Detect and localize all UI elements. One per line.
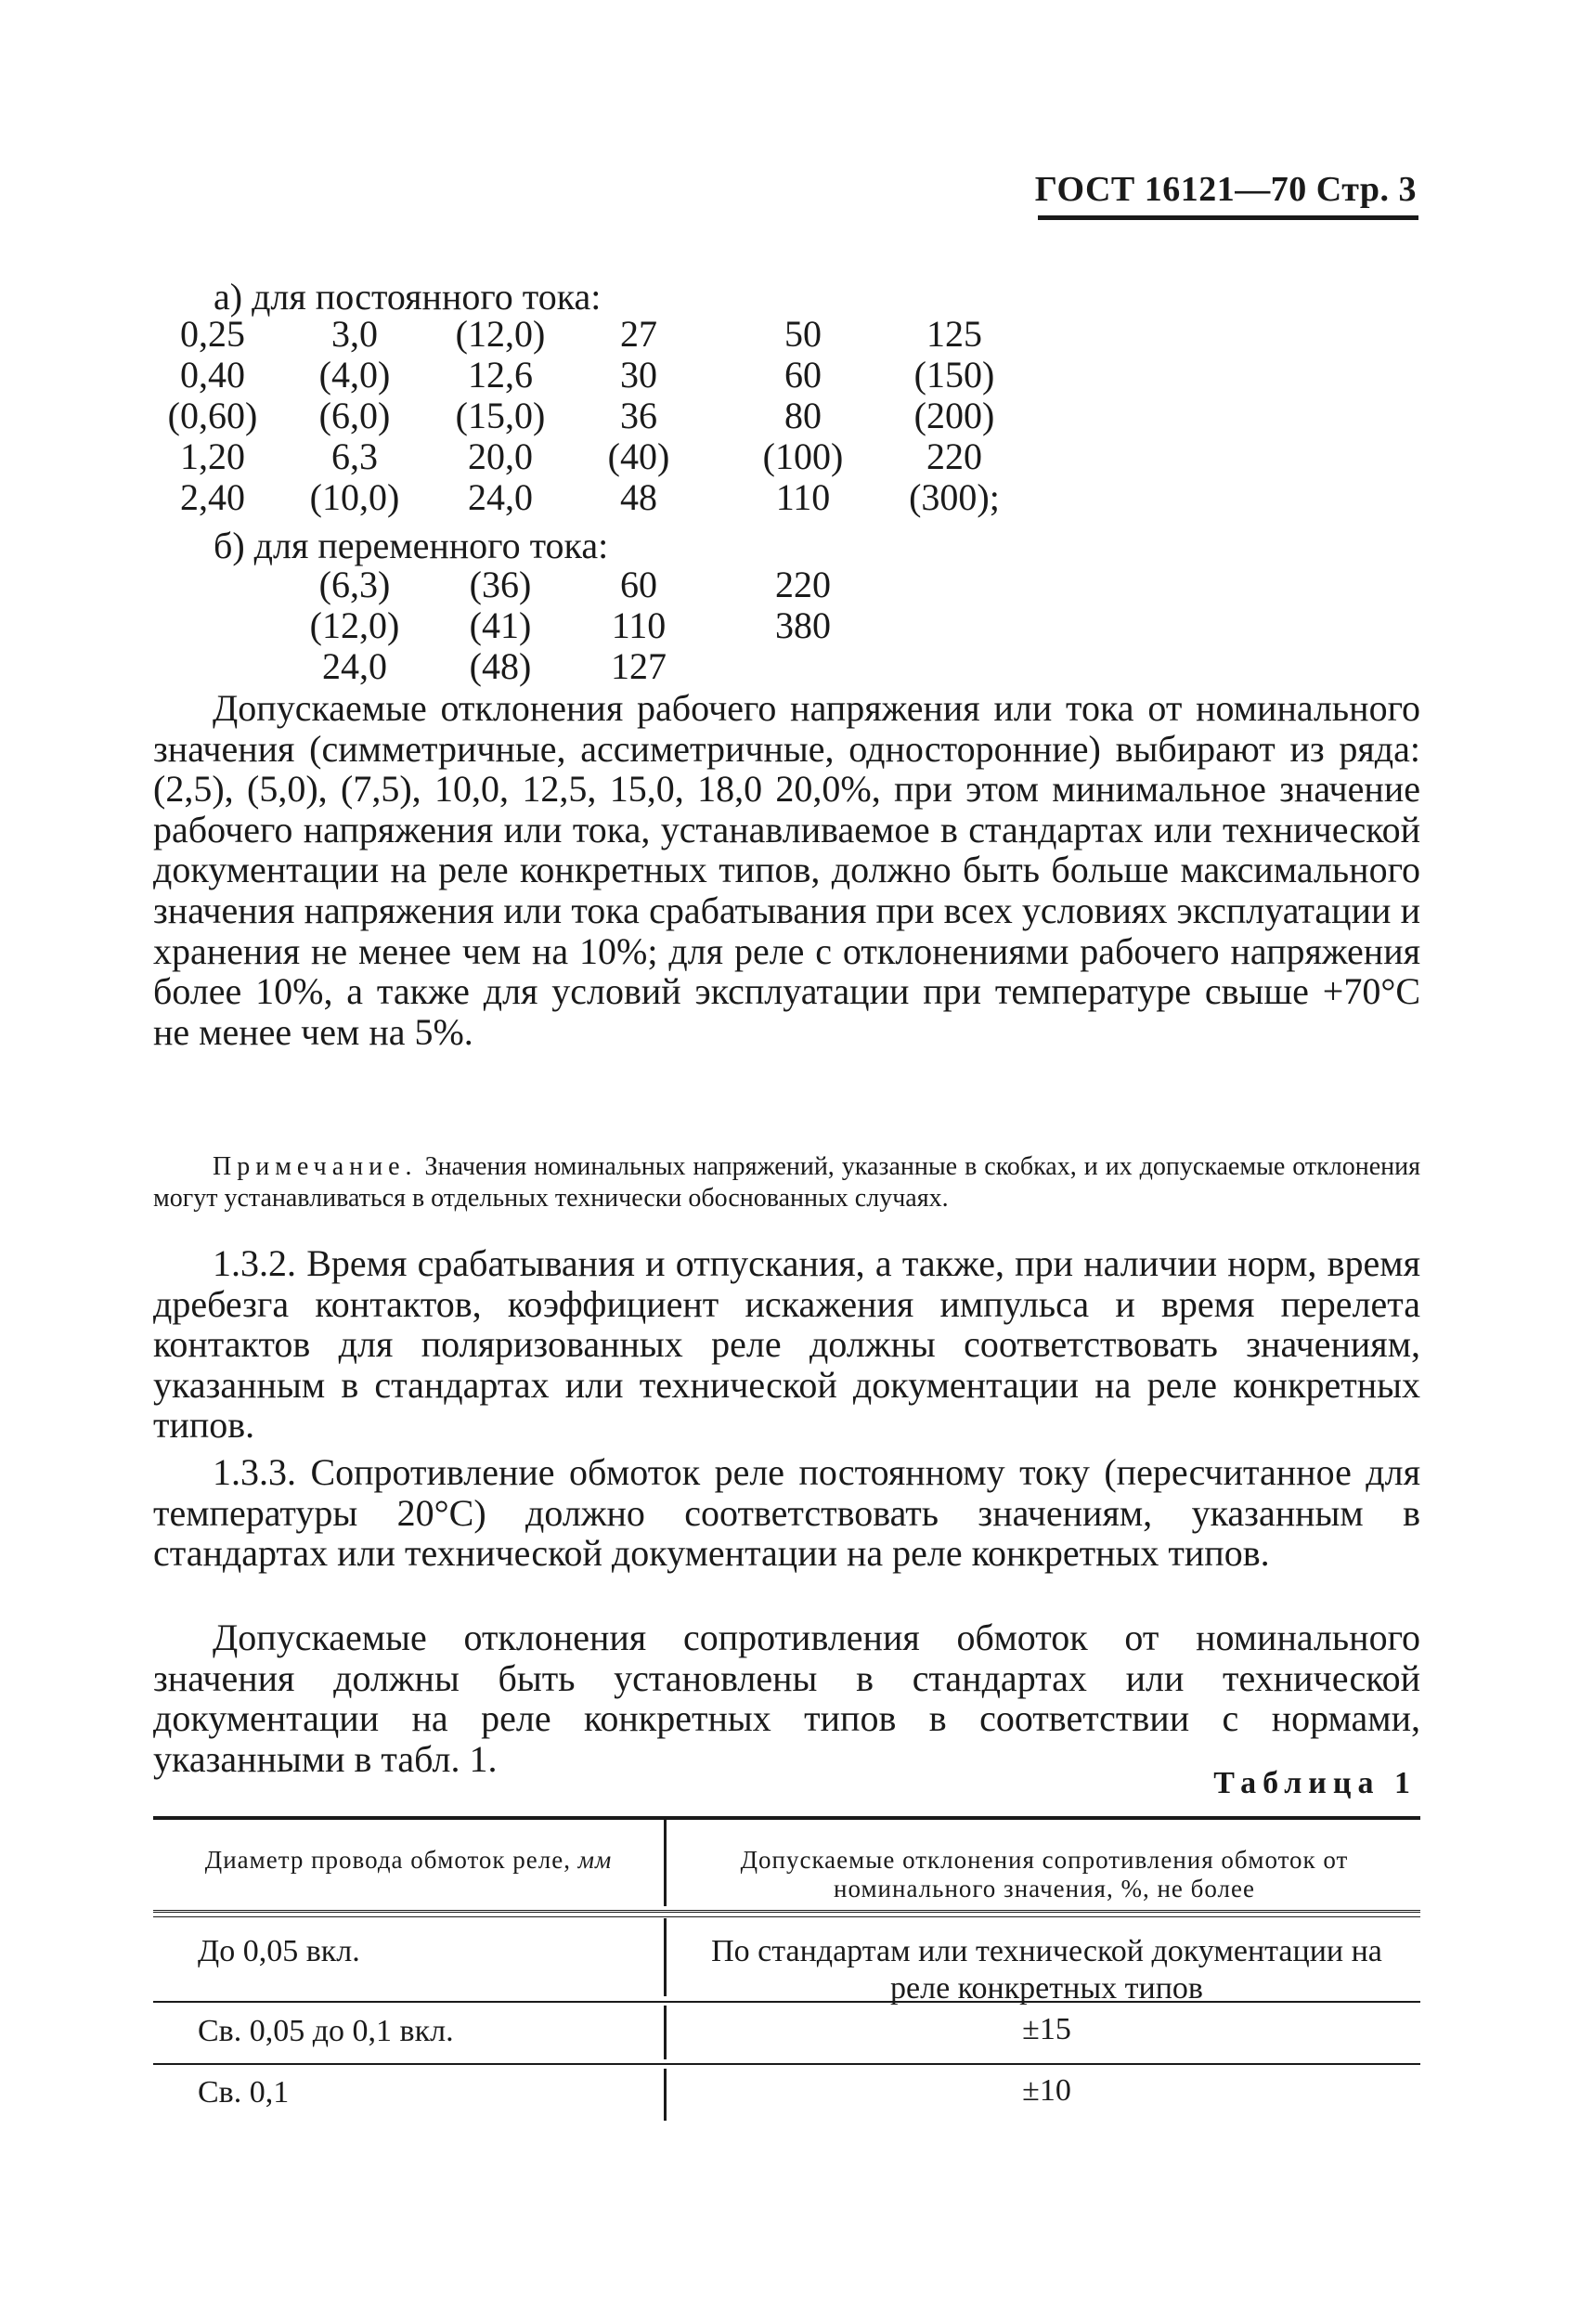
voltage-value: 24,0 [468,476,533,518]
clause-1-3-2: 1.3.2. Время срабатывания и отпускания, а также, при наличии норм, время дребезга контактов, коэффициент искажения импульса и время перелета контактов для поляризованных реле должны соответствовать значениям, указанным в стандартах или технической документации на реле конкретных типов. [153,1242,1420,1447]
voltage-value: 220 [775,564,831,605]
voltage-value: (4,0) [318,354,391,396]
voltage-value: 125 [926,313,982,355]
voltage-value: (12,0) [455,313,546,355]
voltage-value: (200) [913,395,995,436]
voltage-value: 80 [784,395,822,436]
voltage-value: 20,0 [468,435,533,477]
voltage-value: 0,25 [180,313,245,355]
clause-1-3-3: 1.3.3. Сопротивление обмоток реле постоянному току (пересчитанное для температуры 20°С) должно соответствовать значениям, указанным в стандартах или технической документации на реле конкретных типов. [153,1451,1420,1575]
voltage-value: 24,0 [322,645,387,687]
table-row-divider [664,2069,667,2121]
voltage-value: (6,3) [318,564,391,605]
cell-diameter: Св. 0,1 [198,2075,290,2110]
voltage-value: (36) [469,564,532,605]
table-header-diameter: Диаметр провода обмоток реле, мм [204,1846,613,1874]
voltage-value: (12,0) [309,604,400,646]
table-row-divider [664,1918,667,1996]
resistance-paragraph: Допускаемые отклонения сопротивления обмоток от номинального значения должны быть установлены в стандартах или технической документации на реле конкретных типов в соответствии с нормами, указанными в табл. 1. [153,1616,1420,1780]
ac-label: б) для переменного тока: [214,525,609,566]
voltage-value: 12,6 [468,354,533,396]
table-header-divider [664,1818,667,1906]
voltage-value: (41) [469,604,532,646]
tolerance-paragraph: Допускаемые отклонения рабочего напряжения или тока от номинального значения (симметричные, ассиметричные, односторонние) выбирают из ряда: (2,5), (5,0), (7,5), 10,0, 12,5, 15,0, 18,0 20,0%, при этом минимальное значение рабочего напряжения или тока, устанавливаемое в стандартах или технической документации на реле конкретных типов, должно быть больше максимального значения напряжения или тока срабатывания при всех условиях эксплуатации и хранения не менее чем на 10%; для реле с отклонениями рабочего напряжения более 10%, а также для условий эксплуатации при температуре свыше +70°С не менее чем на 5%. [153,687,1420,1053]
header-rule [1038,215,1418,220]
voltage-value: 110 [775,476,831,518]
table-row-divider [664,2006,667,2059]
voltage-value: (150) [913,354,995,396]
note-label: Примечание. [213,1152,418,1181]
voltage-value: (10,0) [309,476,400,518]
voltage-value: (300); [909,476,1000,518]
voltage-value: 110 [611,604,667,646]
voltage-value: 36 [620,395,657,436]
voltage-value: (6,0) [318,395,391,436]
cell-deviation: По стандартам или технической документации на реле конкретных типов [711,1934,1382,2006]
cell-deviation: ±10 [1022,2073,1071,2108]
voltage-value: 50 [784,313,822,355]
voltage-value: 1,20 [180,435,245,477]
voltage-value: (15,0) [455,395,546,436]
voltage-value: 0,40 [180,354,245,396]
standard-number: ГОСТ 16121—70 [1034,170,1307,209]
cell-diameter: Св. 0,05 до 0,1 вкл. [198,2014,454,2048]
voltage-value: 60 [784,354,822,396]
dc-label: а) для постоянного тока: [214,276,602,318]
voltage-value: (0,60) [167,395,258,436]
voltage-value: 30 [620,354,657,396]
cell-diameter: До 0,05 вкл. [198,1934,360,1968]
voltage-value: 48 [620,476,657,518]
voltage-value: 60 [620,564,657,605]
voltage-value: 3,0 [331,313,378,355]
page-number: Стр. 3 [1315,170,1417,209]
cell-deviation: ±15 [1022,2012,1071,2046]
voltage-value: 6,3 [331,435,378,477]
table-row-rule [153,2063,1420,2065]
table-row-rule [153,2001,1420,2003]
voltage-value: 2,40 [180,476,245,518]
table-top-rule [153,1816,1420,1820]
table-header-rule [153,1910,1420,1917]
unit-mm: мм [577,1846,613,1874]
note-text: Значения номинальных напряжений, указанные в скобках, и их допускаемые отклонения могут устанавливаться в отдельных технически обоснованных случаях. [153,1152,1420,1213]
page-header [1012,169,1417,210]
voltage-value: 127 [611,645,667,687]
table-title: Таблица 1 [1213,1766,1417,1800]
voltage-value: (100) [762,435,844,477]
voltage-value: 27 [620,313,657,355]
voltage-value: 380 [775,604,831,646]
table-header-deviation: Допускаемые отклонения сопротивления обмоток от номинального значения, %, не более [740,1846,1349,1902]
voltage-value: 220 [926,435,982,477]
note [153,1151,1420,1214]
voltage-value: (40) [607,435,670,477]
voltage-value: (48) [469,645,532,687]
